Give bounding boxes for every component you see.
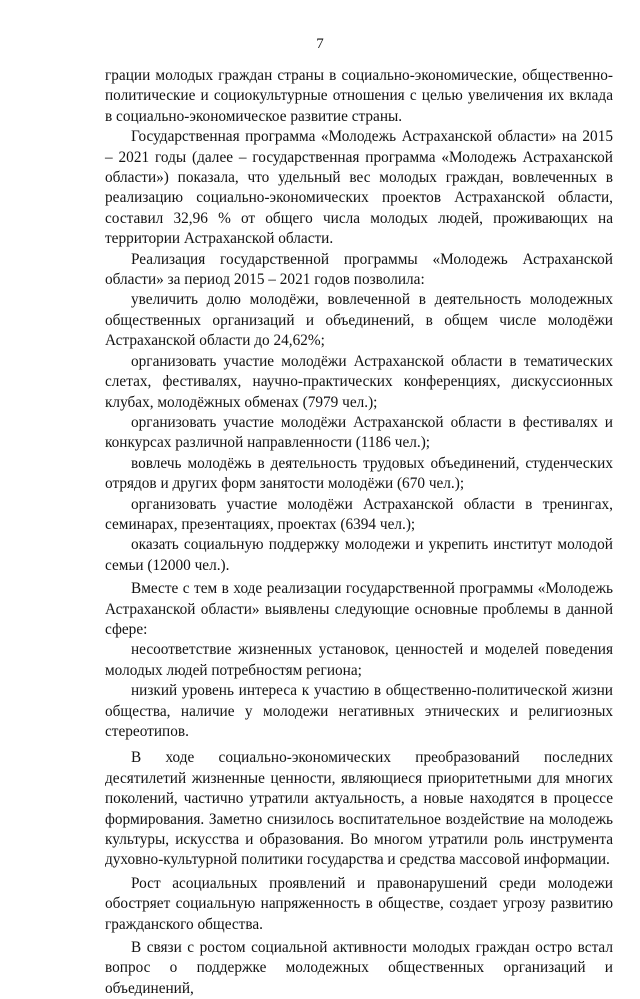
paragraph: В связи с ростом социальной активности молодых граждан остро встал вопрос о поддержке молодежных общественных организаций и объединений,	[105, 939, 613, 997]
list-item: оказать социальную поддержку молодежи и укрепить институт молодой семьи (12000 чел.).	[105, 536, 613, 574]
paragraph: Реализация государственной программы «Молодежь Астраханской области» за период 2015 – 2021 годов позволила:	[105, 250, 613, 289]
list-item: увеличить долю молодёжи, вовлеченной в деятельность молодежных общественных организаций и объединений, в общем числе молодёжи Астраханской области до 24,62%;	[105, 291, 613, 350]
paragraph: Государственная программа «Молодежь Астраханской области» на 2015 – 2021 годы (далее – государственная программа «Молодежь Астраханской области») показала, что удельный вес молодых граждан, вовлеченных в реализацию социально-экономических проектов Астраханской области, составил 32,96 % от общего числа молодых людей, проживающих на территории Астраханской области.	[105, 128, 613, 248]
list-item: вовлечь молодёжь в деятельность трудовых объединений, студенческих отрядов и других форм занятости молодёжи (670 чел.);	[105, 454, 613, 493]
list-item: организовать участие молодёжи Астраханской области в тренингах, семинарах, презентациях, проектах (6394 чел.);	[105, 495, 613, 533]
paragraph: Вместе с тем в ходе реализации государственной программы «Молодежь Астраханской области» выявлены следующие основные проблемы в данной сфере:	[105, 580, 613, 638]
list-item: несоответствие жизненных установок, ценностей и моделей поведения молодых людей потребностям региона;	[105, 641, 613, 679]
list-item: организовать участие молодёжи Астраханской области в фестивалях и конкурсах различной направленности (1186 чел.);	[105, 413, 613, 452]
list-item: организовать участие молодёжи Астраханской области в тематических слетах, фестивалях, научно-практических конференциях, дискуссионных клубах, молодёжных обменах (7979 чел.);	[105, 352, 613, 411]
document-body	[105, 66, 613, 999]
page-number: 7	[316, 36, 324, 52]
paragraph: В ходе социально-экономических преобразований последних десятилетий жизненные ценности, являющиеся приоритетными для многих поколений, частично утратили актуальность, а новые находятся в процессе формирования. Заметно снизилось воспитательное воздействие на молодежь культуры, искусства и образования. Во многом утратили роль инструмента духовно-культурной политики государства и средства массовой информации.	[105, 749, 613, 869]
paragraph: грации молодых граждан страны в социально-экономические, общественно-политические и социокультурные отношения с целью увеличения их вклада в социально-экономическое развитие страны.	[105, 67, 613, 125]
paragraph: Рост асоциальных проявлений и правонарушений среди молодежи обостряет социальную напряженность в обществе, создает угрозу развитию гражданского общества.	[105, 874, 613, 933]
list-item: низкий уровень интереса к участию в общественно-политической жизни общества, наличие у молодежи негативных этнических и религиозных стереотипов.	[105, 682, 613, 740]
